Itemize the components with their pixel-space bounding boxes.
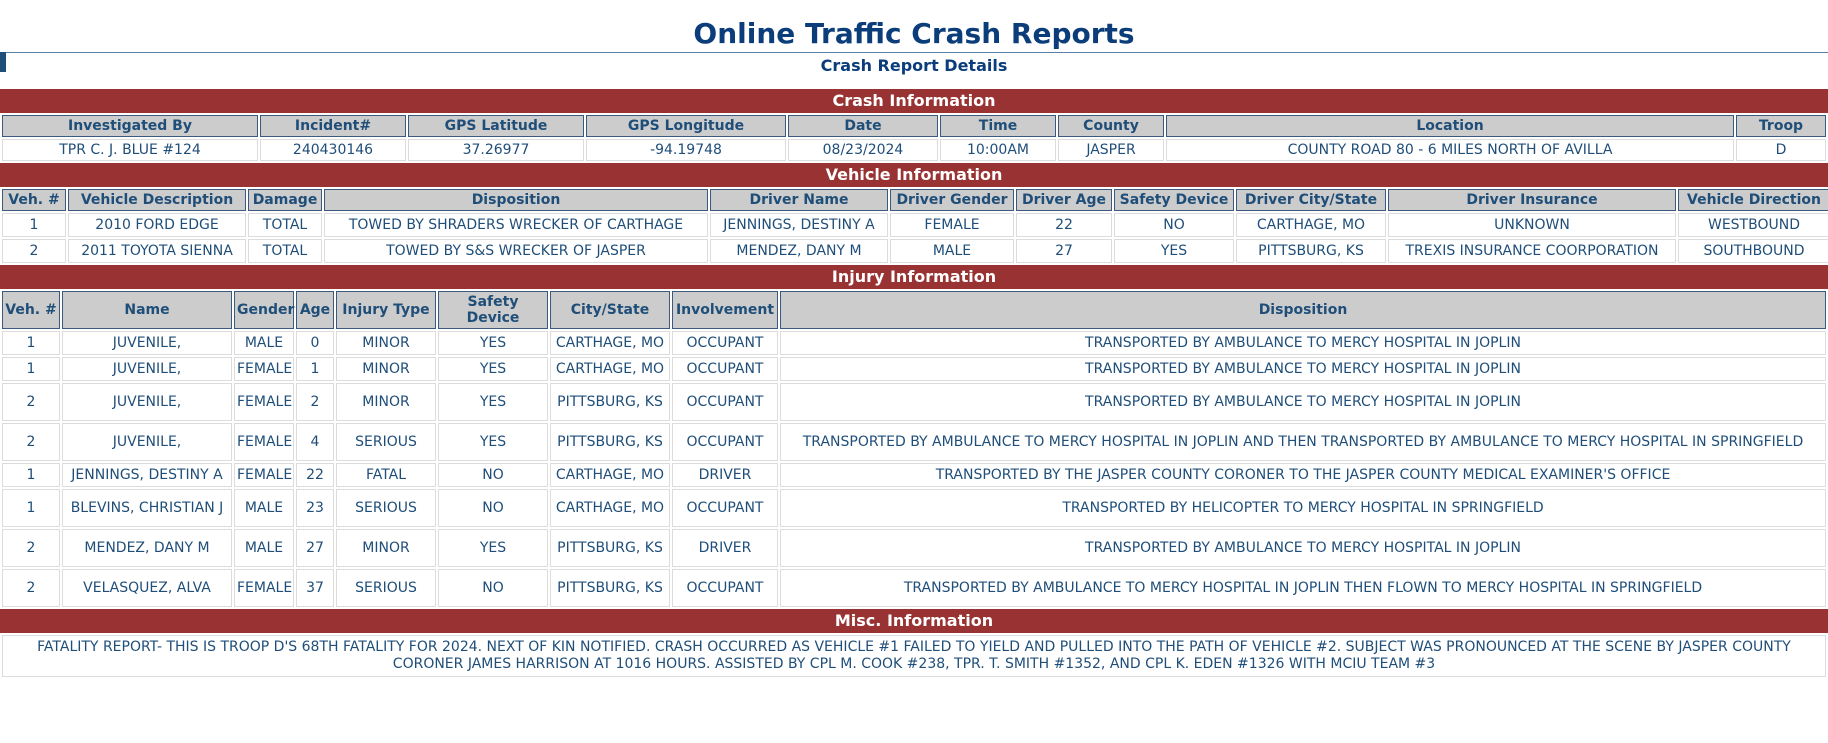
crash-col-header: GPS Latitude (408, 115, 584, 137)
table-cell: OCCUPANT (672, 357, 778, 381)
table-cell: JUVENILE, (62, 357, 232, 381)
table-cell: MINOR (336, 529, 436, 567)
misc-information-text: FATALITY REPORT- THIS IS TROOP D'S 68TH FATALITY FOR 2024. NEXT OF KIN NOTIFIED. CRASH OCCURRED AS VEHICLE #1 FAILED TO YIELD AND PULLED INTO THE PATH OF VEHICLE #2. SUBJECT WAS PRONOUNCED AT THE SCENE BY JASPER COUNTY CORONER JAMES HARRISON AT 1016 HOURS. ASSISTED BY CPL M. COOK #238, TPR. T. SMITH #1352, AND CPL K. EDEN #1326 WITH MCIU TEAM #3 (2, 635, 1826, 677)
table-cell: FEMALE (234, 569, 294, 607)
table-cell: 1 (2, 331, 60, 355)
table-cell: JUVENILE, (62, 383, 232, 421)
table-cell: SOUTHBOUND (1678, 239, 1828, 263)
crash-col-header: Troop (1736, 115, 1826, 137)
table-cell: NO (438, 489, 548, 527)
table-cell: YES (438, 423, 548, 461)
table-cell: NO (438, 463, 548, 487)
table-cell: TREXIS INSURANCE COORPORATION (1388, 239, 1676, 263)
table-row (2, 463, 1826, 487)
vehicle-col-header: Damage (248, 189, 322, 211)
table-cell: 37 (296, 569, 334, 607)
table-cell: 1 (2, 357, 60, 381)
table-cell: MALE (234, 331, 294, 355)
table-cell: NO (438, 569, 548, 607)
page-subtitle: Crash Report Details (820, 56, 1008, 75)
table-cell: TRANSPORTED BY AMBULANCE TO MERCY HOSPITAL IN JOPLIN (780, 331, 1826, 355)
title-divider (0, 52, 1828, 53)
table-cell: MINOR (336, 357, 436, 381)
table-cell: CARTHAGE, MO (1236, 213, 1386, 237)
table-cell: TOWED BY S&S WRECKER OF JASPER (324, 239, 708, 263)
crash-col-header: Investigated By (2, 115, 258, 137)
date-cell: 08/23/2024 (788, 139, 938, 161)
table-cell: TRANSPORTED BY AMBULANCE TO MERCY HOSPITAL IN JOPLIN (780, 529, 1826, 567)
injury-col-header: Injury Type (336, 291, 436, 329)
table-cell: YES (1114, 239, 1234, 263)
misc-section-header: Misc. Information (0, 609, 1828, 633)
table-cell: CARTHAGE, MO (550, 331, 670, 355)
table-cell: 23 (296, 489, 334, 527)
table-cell: 2010 FORD EDGE (68, 213, 246, 237)
table-cell: CARTHAGE, MO (550, 357, 670, 381)
crash-col-header: Incident# (260, 115, 406, 137)
vehicle-col-header: Driver City/State (1236, 189, 1386, 211)
vehicle-col-header: Driver Age (1016, 189, 1112, 211)
crash-col-header: GPS Longitude (586, 115, 786, 137)
table-row (2, 423, 1826, 461)
table-cell: TRANSPORTED BY AMBULANCE TO MERCY HOSPITAL IN JOPLIN THEN FLOWN TO MERCY HOSPITAL IN SPRINGFIELD (780, 569, 1826, 607)
table-cell: DRIVER (672, 529, 778, 567)
table-cell: MENDEZ, DANY M (62, 529, 232, 567)
table-cell: 1 (2, 463, 60, 487)
crash-col-header: Time (940, 115, 1056, 137)
table-cell: 2 (2, 423, 60, 461)
troop-cell: D (1736, 139, 1826, 161)
injury-col-header: Safety Device (438, 291, 548, 329)
table-cell: OCCUPANT (672, 489, 778, 527)
table-cell: FEMALE (234, 383, 294, 421)
table-cell: JUVENILE, (62, 423, 232, 461)
table-row (2, 331, 1826, 355)
table-cell: PITTSBURG, KS (550, 423, 670, 461)
table-cell: FEMALE (234, 463, 294, 487)
table-cell: CARTHAGE, MO (550, 489, 670, 527)
table-cell: MALE (234, 489, 294, 527)
table-row (2, 569, 1826, 607)
table-cell: MINOR (336, 383, 436, 421)
table-cell: YES (438, 331, 548, 355)
table-cell: OCCUPANT (672, 331, 778, 355)
table-row (2, 383, 1826, 421)
table-cell: TRANSPORTED BY AMBULANCE TO MERCY HOSPITAL IN JOPLIN (780, 383, 1826, 421)
time-cell: 10:00AM (940, 139, 1056, 161)
table-cell: 1 (296, 357, 334, 381)
vehicle-col-header: Driver Gender (890, 189, 1014, 211)
vehicle-col-header: Driver Name (710, 189, 888, 211)
table-cell: 2 (2, 529, 60, 567)
investigated-by-cell: TPR C. J. BLUE #124 (2, 139, 258, 161)
divider-marker (0, 52, 6, 72)
table-cell: TOTAL (248, 239, 322, 263)
vehicle-col-header: Veh. # (2, 189, 66, 211)
injury-col-header: Gender (234, 291, 294, 329)
table-cell: TRANSPORTED BY HELICOPTER TO MERCY HOSPITAL IN SPRINGFIELD (780, 489, 1826, 527)
table-cell: SERIOUS (336, 489, 436, 527)
table-cell: FATAL (336, 463, 436, 487)
table-cell: PITTSBURG, KS (550, 383, 670, 421)
vehicle-table (0, 187, 1828, 265)
table-cell: 0 (296, 331, 334, 355)
table-cell: JENNINGS, DESTINY A (710, 213, 888, 237)
table-row (2, 213, 1828, 237)
table-cell: WESTBOUND (1678, 213, 1828, 237)
gps-longitude-cell: -94.19748 (586, 139, 786, 161)
table-cell: 2 (2, 569, 60, 607)
vehicle-col-header: Vehicle Description (68, 189, 246, 211)
table-cell: OCCUPANT (672, 423, 778, 461)
table-cell: PITTSBURG, KS (1236, 239, 1386, 263)
injury-section-header: Injury Information (0, 265, 1828, 289)
vehicle-col-header: Driver Insurance (1388, 189, 1676, 211)
table-cell: TRANSPORTED BY AMBULANCE TO MERCY HOSPITAL IN JOPLIN (780, 357, 1826, 381)
table-cell: PITTSBURG, KS (550, 569, 670, 607)
injury-table (0, 289, 1828, 609)
gps-latitude-cell: 37.26977 (408, 139, 584, 161)
injury-col-header: Name (62, 291, 232, 329)
table-cell: YES (438, 357, 548, 381)
vehicle-col-header: Disposition (324, 189, 708, 211)
table-cell: UNKNOWN (1388, 213, 1676, 237)
crash-col-header: County (1058, 115, 1164, 137)
county-cell: JASPER (1058, 139, 1164, 161)
injury-col-header: Age (296, 291, 334, 329)
table-cell: 2 (296, 383, 334, 421)
table-cell: YES (438, 383, 548, 421)
injury-col-header: Involvement (672, 291, 778, 329)
table-row (2, 139, 1826, 161)
table-cell: 2011 TOYOTA SIENNA (68, 239, 246, 263)
table-cell: CARTHAGE, MO (550, 463, 670, 487)
crash-section-header: Crash Information (0, 89, 1828, 113)
table-cell: PITTSBURG, KS (550, 529, 670, 567)
table-cell: JUVENILE, (62, 331, 232, 355)
table-cell: FEMALE (234, 357, 294, 381)
injury-col-header: Veh. # (2, 291, 60, 329)
table-cell: SERIOUS (336, 423, 436, 461)
table-cell: OCCUPANT (672, 383, 778, 421)
table-cell: OCCUPANT (672, 569, 778, 607)
table-cell: VELASQUEZ, ALVA (62, 569, 232, 607)
table-row (2, 529, 1826, 567)
table-row (2, 239, 1828, 263)
table-cell: 2 (2, 239, 66, 263)
table-cell: MINOR (336, 331, 436, 355)
table-cell: MALE (234, 529, 294, 567)
table-cell: TOTAL (248, 213, 322, 237)
crash-header-row (2, 115, 1826, 137)
page-title: Online Traffic Crash Reports (693, 17, 1135, 50)
injury-header-row (2, 291, 1826, 329)
table-cell: BLEVINS, CHRISTIAN J (62, 489, 232, 527)
table-cell: MALE (890, 239, 1014, 263)
table-cell: FEMALE (890, 213, 1014, 237)
incident-cell: 240430146 (260, 139, 406, 161)
table-cell: YES (438, 529, 548, 567)
table-cell: NO (1114, 213, 1234, 237)
injury-col-header: Disposition (780, 291, 1826, 329)
table-cell: MENDEZ, DANY M (710, 239, 888, 263)
table-cell: 27 (296, 529, 334, 567)
table-cell: TRANSPORTED BY THE JASPER COUNTY CORONER TO THE JASPER COUNTY MEDICAL EXAMINER'S OFFICE (780, 463, 1826, 487)
table-cell: JENNINGS, DESTINY A (62, 463, 232, 487)
table-cell: TRANSPORTED BY AMBULANCE TO MERCY HOSPITAL IN JOPLIN AND THEN TRANSPORTED BY AMBULANCE TO MERCY HOSPITAL IN SPRINGFIELD (780, 423, 1826, 461)
injury-col-header: City/State (550, 291, 670, 329)
vehicle-col-header: Safety Device (1114, 189, 1234, 211)
table-cell: 27 (1016, 239, 1112, 263)
location-cell: COUNTY ROAD 80 - 6 MILES NORTH OF AVILLA (1166, 139, 1734, 161)
table-cell: 1 (2, 489, 60, 527)
vehicle-section-header: Vehicle Information (0, 163, 1828, 187)
table-cell: 22 (296, 463, 334, 487)
table-cell: 1 (2, 213, 66, 237)
vehicle-header-row (2, 189, 1828, 211)
table-cell: 22 (1016, 213, 1112, 237)
table-row (2, 489, 1826, 527)
table-cell: FEMALE (234, 423, 294, 461)
crash-col-header: Location (1166, 115, 1734, 137)
table-cell: TOWED BY SHRADERS WRECKER OF CARTHAGE (324, 213, 708, 237)
crash-col-header: Date (788, 115, 938, 137)
table-cell: SERIOUS (336, 569, 436, 607)
crash-table (0, 113, 1828, 163)
vehicle-col-header: Vehicle Direction (1678, 189, 1828, 211)
table-cell: DRIVER (672, 463, 778, 487)
table-cell: 4 (296, 423, 334, 461)
table-cell: 2 (2, 383, 60, 421)
table-row (2, 357, 1826, 381)
